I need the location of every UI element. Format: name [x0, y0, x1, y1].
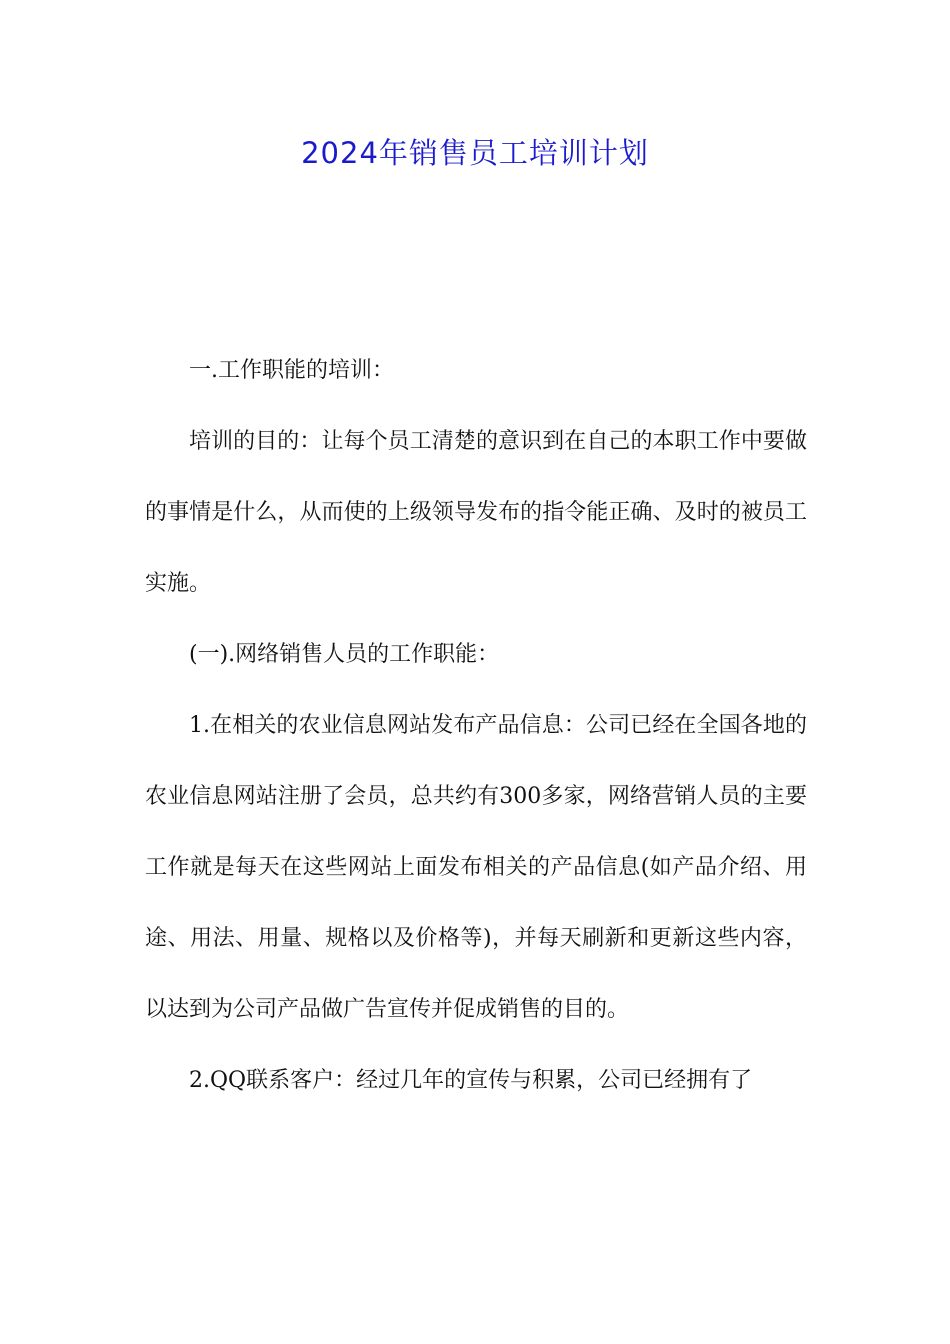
paragraph-item-1: 1.在相关的农业信息网站发布产品信息：公司已经在全国各地的农业信息网站注册了会员，总共约有300多家，网络营销人员的主要工作就是每天在这些网站上面发布相关的产品信息(如产品介绍、用途、用法、用量、规格以及价格等)，并每天刷新和更新这些内容，以达到为公司产品做广告宣传并促成销售的目的。	[145, 713, 807, 1022]
document-body	[145, 335, 807, 1116]
subsection-heading-online-sales: (一).网络销售人员的工作职能：	[189, 642, 500, 667]
section-heading-job-functions: 一.工作职能的培训：	[189, 358, 394, 383]
paragraph-training-purpose: 培训的目的：让每个员工清楚的意识到在自己的本职工作中要做的事情是什么，从而使的上级领导发布的指令能正确、及时的被员工实施。	[145, 429, 807, 596]
paragraph-item-2: 2.QQ联系客户：经过几年的宣传与积累，公司已经拥有了	[189, 1068, 753, 1093]
document-title: 2024年销售员工培训计划	[301, 136, 649, 170]
